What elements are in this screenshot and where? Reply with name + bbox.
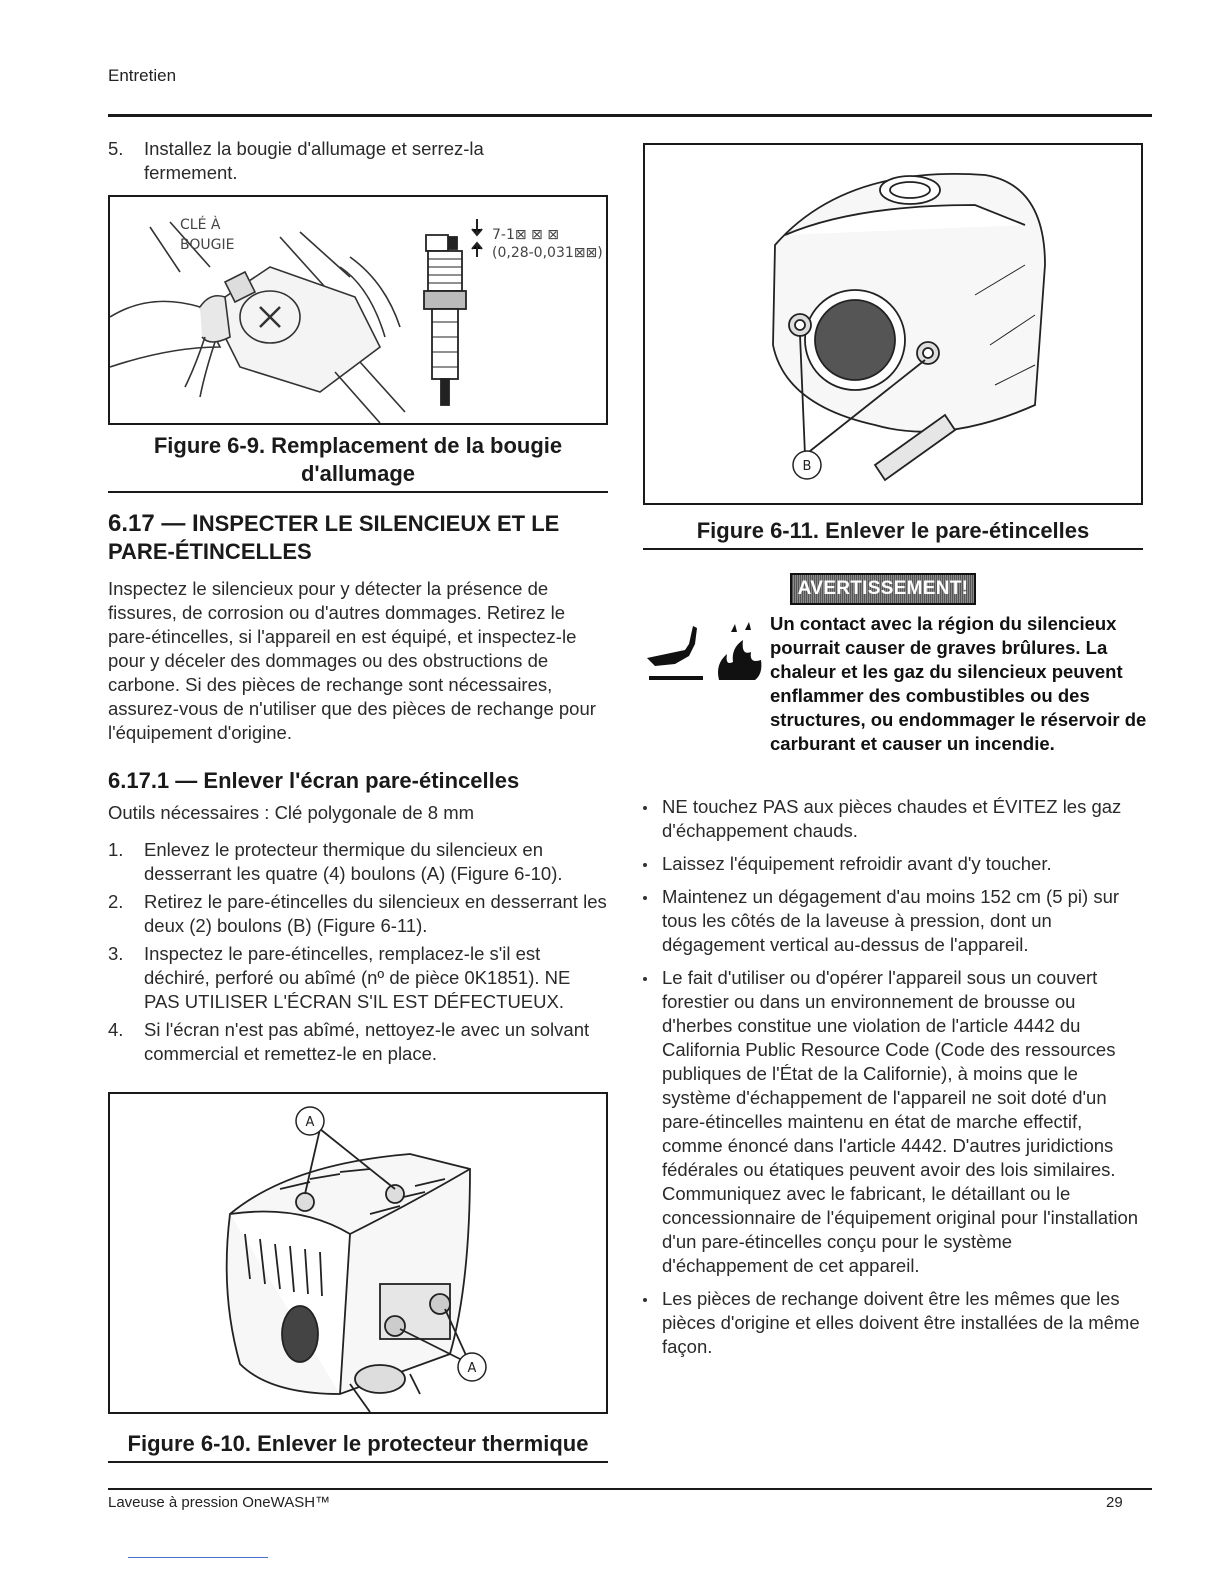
section-6-17-body: Inspectez le silencieux pour y détecter la présence de fissures, de corrosion ou d'autres dommages. Retirez le pare-étincelles, si l'appareil en est équipé, et inspectez-le pour y déceler des dommages ou des obstructions de carbone. Si des pièces de rechange sont nécessaires, assurez-vous de n'utiliser que des pièces de rechange pour l'équipement d'origine. [108,578,596,743]
figure-6-10-illustration [108,1092,608,1414]
figure-6-9-caption: Figure 6-9. Remplacement de la bougie d'allumage [153,433,563,486]
callout-a-bottom: A [467,1361,477,1376]
safety-bullets [640,795,1140,1368]
running-header: Entretien [108,66,177,85]
steps-list [108,838,608,1070]
caption-divider [108,491,608,493]
warning-badge: AVERTISSEMENT! [790,573,976,605]
spark-plug-illustration [110,197,606,423]
step-number: 5. [108,138,124,159]
step-item: 2. Retirez le pare-étincelles du silencieux en desserrant les deux (2) boulons (B) (Figure 6-11). [108,891,607,936]
figure-6-10-caption: Figure 6-10. Enlever le protecteur thermique [127,1431,589,1456]
callout-b: B [802,459,812,474]
gap-spec-metric: (0,28-0,031⊠⊠) [492,245,603,261]
step-5 [108,137,528,189]
caption-divider [643,548,1143,550]
step-text: Installez la bougie d'allumage et serrez-la fermement. [144,138,484,183]
footer-divider [108,1488,1152,1490]
figure-6-11-illustration [643,143,1143,505]
gap-spec: 7-1⊠ ⊠ ⊠ [492,227,559,243]
section-6-17-1-title: 6.17.1 — Enlever l'écran pare-étincelles [108,768,520,793]
burn-hazard-icon [645,620,765,686]
figure-6-9-illustration [108,195,608,425]
scan-artifact-line [128,1557,268,1558]
bullet-item: Laissez l'équipement refroidir avant d'y toucher. [640,852,1140,876]
bullet-item: Les pièces de rechange doivent être les mêmes que les pièces d'origine et elles doivent être installées de la même façon. [640,1287,1140,1359]
label-bougie: BOUGIE [180,237,235,253]
figure-6-11-caption: Figure 6-11. Enlever le pare-étincelles [696,518,1090,543]
section-6-17-title: 6.17 — INSPECTER LE SILENCIEUX ET LE PARE-ÉTINCELLES [108,510,560,564]
bullet-item: Le fait d'utiliser ou d'opérer l'appareil sous un couvert forestier ou dans un environnement de brousse ou d'herbes constitue une violation de l'article 4442 du California Public Resource Code (Code des ressources publiques de l'État de la Californie), à moins que le système d'échappement de l'appareil ne soit doté d'un pare-étincelles maintenu en état de marche effectif, comme énoncé dans l'article 4442. D'autres juridictions fédérales ou étatiques peuvent avoir des lois similaires. Communiquez avec le fabricant, le détaillant ou le concessionnaire de l'équipement original pour l'installation d'un pare-étincelles conçu pour le système d'échappement de cet appareil. [640,966,1140,1278]
warning-text: Un contact avec la région du silencieux pourrait causer de graves brûlures. La chaleur et les gaz du silencieux peuvent enflammer des combustibles ou des structures, ou endommager le réservoir de carburant et causer un incendie. [770,613,1147,754]
callout-a-top: A [305,1115,315,1130]
spark-arrester-illustration [645,145,1141,503]
bullet-item: Maintenez un dégagement d'au moins 152 cm (5 pi) sur tous les côtés de la laveuse à pression, dont un dégagement vertical au-dessus de l'appareil. [640,885,1140,957]
tools-required: Outils nécessaires : Clé polygonale de 8 mm [108,802,475,823]
header-divider [108,114,1152,117]
footer-product: Laveuse à pression OneWASH™ [108,1494,331,1511]
page-number: 29 [1106,1494,1123,1511]
step-item: 1. Enlevez le protecteur thermique du silencieux en desserrant les quatre (4) boulons (A) (Figure 6-10). [108,839,563,884]
heat-shield-illustration [110,1094,606,1412]
caption-divider [108,1461,608,1463]
bullet-item: NE touchez PAS aux pièces chaudes et ÉVITEZ les gaz d'échappement chauds. [640,795,1140,843]
step-item: 4. Si l'écran n'est pas abîmé, nettoyez-le avec un solvant commercial et remettez-le en place. [108,1019,590,1064]
label-cle: CLÉ À [180,217,221,233]
step-item: 3. Inspectez le pare-étincelles, remplacez-le s'il est déchiré, perforé ou abîmé (nº de pièce 0K1851). NE PAS UTILISER L'ÉCRAN S'IL EST DÉFECTUEUX. [108,943,571,1012]
